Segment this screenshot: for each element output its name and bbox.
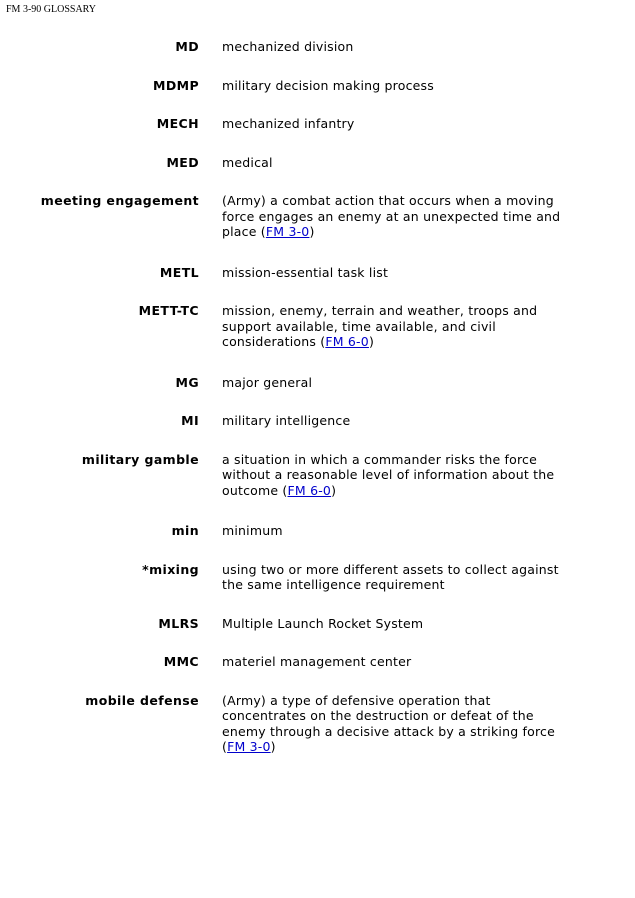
glossary-entry <box>0 616 635 632</box>
glossary-term: METL <box>159 264 199 280</box>
glossary-definition: major general <box>222 374 313 390</box>
fm-reference-link[interactable]: FM 3-0 <box>227 739 271 754</box>
glossary-term: MG <box>175 374 199 390</box>
glossary-entry <box>0 375 635 391</box>
glossary-term: MDMP <box>152 77 199 93</box>
glossary-entry <box>0 193 635 240</box>
glossary-definition: Multiple Launch Rocket System <box>222 615 424 631</box>
glossary-term: MECH <box>156 116 199 131</box>
glossary-entry <box>0 265 635 281</box>
glossary-entry <box>0 523 635 539</box>
glossary-entry <box>0 452 635 499</box>
glossary-term: METT-TC <box>138 303 199 318</box>
fm-reference-link[interactable]: FM 6-0 <box>325 334 369 349</box>
glossary-entry <box>0 116 635 132</box>
page-header: FM 3-90 GLOSSARY <box>6 4 97 15</box>
definition-close: ) <box>309 224 315 239</box>
glossary-term: MLRS <box>158 615 199 631</box>
glossary-definition: materiel management center <box>222 654 412 669</box>
glossary-list <box>0 39 635 755</box>
glossary-entry <box>0 693 635 755</box>
glossary-definition <box>222 452 562 499</box>
glossary-entry <box>0 39 635 55</box>
definition-text: mission, enemy, terrain and weather, troops and support available, time available, and civil considerations ( <box>222 303 538 349</box>
glossary-definition <box>222 693 562 755</box>
glossary-term: MD <box>175 39 199 54</box>
glossary-definition: mechanized infantry <box>222 116 355 131</box>
glossary-term: MI <box>181 413 199 428</box>
glossary-term: MED <box>166 154 199 170</box>
glossary-entry <box>0 413 635 429</box>
glossary-entry <box>0 303 635 350</box>
glossary-term: meeting engagement <box>40 193 199 208</box>
fm-reference-link[interactable]: FM 3-0 <box>265 224 310 239</box>
glossary-term: MMC <box>163 654 199 669</box>
definition-close: ) <box>270 739 276 754</box>
definition-text: (Army) a combat action that occurs when a moving force engages an enemy at an unexpected time and place ( <box>222 193 561 239</box>
glossary-definition: mission-essential task list <box>222 264 389 280</box>
definition-close: ) <box>368 334 375 349</box>
glossary-definition: using two or more different assets to collect against the same intelligence requirement <box>222 561 559 592</box>
glossary-term: military gamble <box>81 451 199 467</box>
fm-reference-link[interactable]: FM 6-0 <box>287 482 332 498</box>
glossary-definition <box>222 193 562 240</box>
glossary-definition: minimum <box>222 523 283 538</box>
glossary-definition: mechanized division <box>222 39 354 54</box>
definition-close: ) <box>331 482 337 498</box>
glossary-definition: military decision making process <box>222 77 434 93</box>
definition-text: (Army) a type of defensive operation that concentrates on the destruction or defeat of the enemy through a decisive attack by a striking force ( <box>222 692 555 754</box>
glossary-entry <box>0 78 635 94</box>
glossary-entry <box>0 654 635 670</box>
glossary-definition <box>222 303 562 350</box>
definition-text: a situation in which a commander risks the force without a reasonable level of information about the outcome ( <box>222 451 555 498</box>
glossary-entry <box>0 562 635 593</box>
glossary-definition: military intelligence <box>222 413 351 428</box>
glossary-term: mobile defense <box>85 692 199 708</box>
glossary-term: *mixing <box>142 561 199 577</box>
glossary-entry <box>0 155 635 171</box>
glossary-definition: medical <box>222 154 273 170</box>
glossary-term: min <box>171 523 199 538</box>
